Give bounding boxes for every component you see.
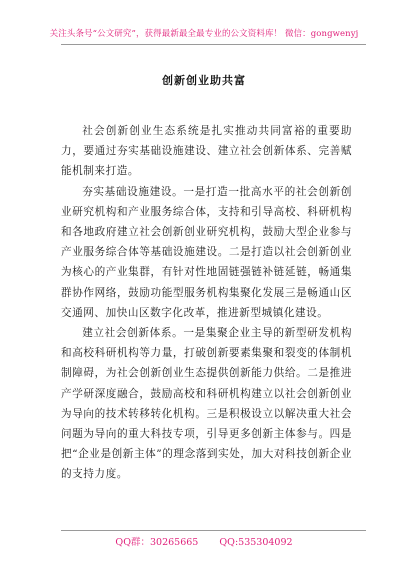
document-body	[61, 121, 352, 485]
paragraph-intro: 社会创新创业生态系统是扎实推动共同富裕的重要助力，要通过夯实基础设施建设、建立社会创新体系、完善赋能机制来打造。	[61, 125, 352, 178]
document-title: 创新创业助共富	[162, 74, 246, 87]
header-promo-note: 关注头条号“公文研究”，获得最新最全最专业的公文资料库！ 微信：gongwenyj	[49, 29, 359, 39]
footer-qq-group: QQ群：30265665	[115, 537, 199, 548]
footer-contacts	[0, 534, 408, 548]
footer-divider	[61, 530, 366, 531]
footer-qq-number: QQ:535304092	[219, 537, 293, 548]
header-divider	[61, 44, 366, 45]
paragraph-innovation-system: 建立社会创新体系。一是集聚企业主导的新型研发机构和高校科研机构等力量，打破创新要素集聚和裂变的体制机制障碍，为社会创新创业生态提供创新能力供给。二是推进产学研深度融合，鼓励高校和科研机构建立以社会创新创业为导向的技术转移转化机构。三是积极设立以解决重大社会问题为导向的重大科技专项，引导更多创新主体参与。四是把“企业是创新主体”的理念落到实处，加大对科技创新企业的支持力度。	[61, 327, 352, 481]
paragraph-infrastructure: 夯实基础设施建设。一是打造一批高水平的社会创新创业研究机构和产业服务综合体，支持和引导高校、科研机构和各地政府建立社会创新创业研究机构，鼓励大型企业参与产业服务综合体等基础设施建设。二是打造以社会创新创业为核心的产业集群，有针对性地固链强链补链延链，畅通集群协作网络，鼓励功能型服务机构集聚化发展三是畅通山区交通网、加快山区数字化改革，推进新型城镇化建设。	[61, 185, 352, 319]
